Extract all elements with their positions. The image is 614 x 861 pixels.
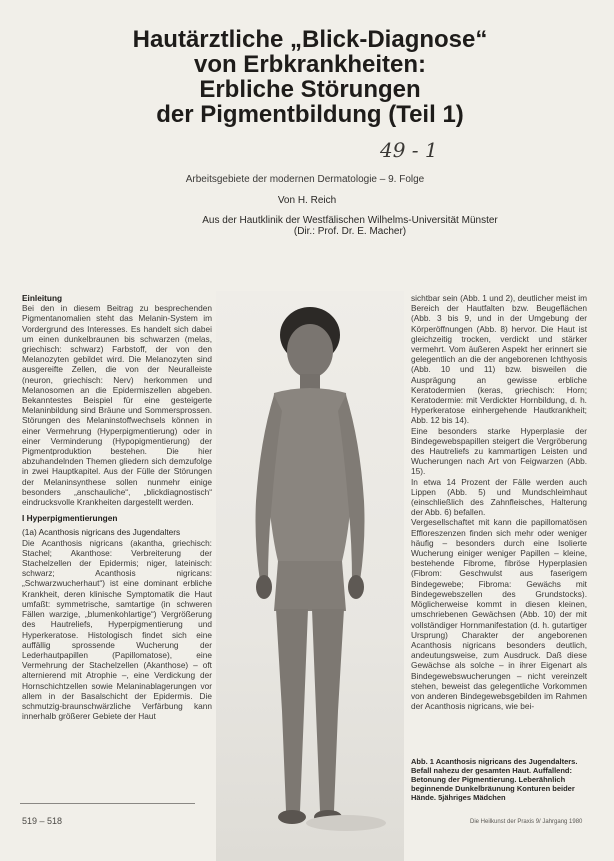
affiliation-line: Aus der Hautklinik der Westfälischen Wilhelms-Universität Münster — [202, 215, 498, 226]
section-paragraph: Die Acanthosis nigricans (akantha, griechisch: Stachel; Akanthose: Verbreiterung der Stachelzellen der Epidermis; niger, lateinisch: schwarz; Acanthosis nigricans: „Schwarzwucherhaut“) ist eine dominant erbliche Krankheit, deren klinische Symptomatik die Haut umfaßt: symmetrische, samtartige (in schweren Fällen warzige, „blumenkohlartige“) Vergrößerung des Hautreliefs, Hyperpigmentierung und Hyperkeratose. Histologisch findet sich eine auffällig sprossende Wucherung der Lederhautpapillen (Papillomatose), eine Vermehrung der Stachelzellen (Akanthose) – oft alternierend mit Atrophie –, eine Verdickung der Hornschichtzellen sowie Melaninablagerungen vor allem in der Basalschicht der Epidermis. Die schmutzig-braunschwärzliche Verfärbung kann innerhalb größerer Gebiete der Haut — [22, 537, 212, 722]
right-paragraph: sichtbar sein (Abb. 1 und 2), deutlicher meist im Bereich der Hautfalten bzw. Beugeflächen (Abb. 3 bis 9, und in der Umgebung der Körperöffnungen (Abb. 8) hervor. Die Haut ist gleichzeitig trocken, verdickt und stärker vermehrt. Vom äußeren Aspekt her erinnert sie gelegentlich an die der angeborenen Ichthyosis (Abb. 10 und 11) bzw. bisweilen die Ausprägung an gewisse erbliche Keratodermien (keras, griechisch: Horn; Keratodermie: mit Verdickter Hornbildung, d. h. Hyperkeratose einhergehende Hautkrankheit; Abb. 12 bis 14). — [411, 293, 587, 426]
handwritten-page-number: 519 – 518 — [22, 816, 63, 826]
series-line: Arbeitsgebiete der modernen Dermatologie – 9. Folge — [185, 174, 425, 185]
journal-footer: Die Heilkunst der Praxis 9/ Jahrgang 1980 — [470, 819, 583, 825]
affiliation — [150, 215, 550, 237]
figure-photograph — [216, 291, 404, 861]
section-heading-hyperpigmentierungen: I Hyperpigmentierungen — [22, 513, 118, 524]
figure-caption: Abb. 1 Acanthosis nigricans des Jugendalters. Befall nahezu der gesamten Haut. Auffallend: Betonung der Pigmentierung. Leberähnlich beginnende Dunkelbräunung Konturen beider Hände. 5jähriges Mädchen — [411, 757, 578, 802]
author-line: Von H. Reich — [277, 195, 337, 206]
left-column — [22, 293, 212, 803]
title-line: der Pigmentbildung (Teil 1) — [156, 101, 464, 128]
handwritten-note: 49 - 1 — [380, 138, 438, 162]
footer-rule — [20, 803, 195, 804]
article-title — [60, 27, 560, 127]
title-line: Hautärztliche „Blick-Diagnose“ — [132, 26, 488, 53]
right-paragraph: In etwa 14 Prozent der Fälle werden auch Lippen (Abb. 5) und Mundschleimhaut (einschließlich des Zahnfleisches, Halterung der Abb. 6) befallen. — [411, 476, 587, 518]
right-paragraph: Eine besonders starke Hyperplasie der Bindegewebspapillen steigert die Vergröberung des Hautreliefs zu kammartigen Leisten und Wucherungen nach Art von Feigwarzen (Abb. 15). — [411, 425, 587, 477]
affiliation-director: (Dir.: Prof. Dr. E. Macher) — [293, 226, 407, 237]
title-line: Erbliche Störungen — [199, 76, 421, 103]
title-line: von Erbkrankheiten: — [193, 51, 427, 78]
right-paragraph: Vergesellschaftet mit kann die papillomatösen Effloreszenzen finden sich mehr oder weniger häufig – besonders durch eine Isolierte Wucherung einiger weniger Papillen – kleine, bestehende Fibrome, fibröse Hyperplasien (Fibrom: Geschwulst aus faserigem Bindegewebe; Fibroma: Gewächs mit Bindegewebszellen des Grundstocks). Möglicherweise kommt in diesen kleinen, umschriebenen Gewächsen (Abb. 10) der mit vollständiger Hornmanifestation (d. h. gutartiger Ursprung) Charakter der angeborenen Acanthosis nigricans besonders deutlich, andeutungsweise, zum Ausdruck. Daß diese Gewächse als solche – in ihrer Eigenart als Bindegewebswucherungen – nicht vereinzelt stehen, beweist das gelegentliche Vorkommen von anderen Bindegewebsgebilden im Rahmen der Acanthosis nigricans, wie bei- — [411, 517, 587, 712]
right-column — [411, 293, 587, 753]
section-heading-einleitung: Einleitung — [22, 293, 63, 303]
child-photo-illustration — [216, 291, 404, 861]
intro-paragraph: Bei den in diesem Beitrag zu besprechenden Pigmentanomalien steht das Melanin-System im Vordergrund des Interesses. Es handelt sich dabei um einen dunkelbraunen bis schwarzen (melas, griechisch: schwarz) Farbstoff, der von den Melanozyten gebildet wird. Die Melanozyten sind ausgereifte Zellen, die von der Neuralleiste (neuron, griechisch: Nerv) herkommen und Melanosomen an die Epidermiszellen abgeben. Bekanntestes Beispiel für eine gesteigerte Melaninbildung sind Bräune und Sommersprossen. Störungen des Melaninstoffwechsels können in einer Vermehrung (Hyperpigmentierung) oder in einer Verminderung (Hypopigmentierung) der Pigmentproduktion bestehen. Die hier abzuhandelnden Themen gliedern sich demzufolge in zwei Hauptkapitel. Aus der Fülle der Störungen der Melaninsynthese sollen nunmehr einige besonders „anschauliche“, „blickdiagnostisch“ eindrucksvolle Krankheiten dargestellt werden. — [22, 303, 212, 508]
subsection-heading: (1a) Acanthosis nigricans des Jugendalters — [22, 527, 181, 538]
